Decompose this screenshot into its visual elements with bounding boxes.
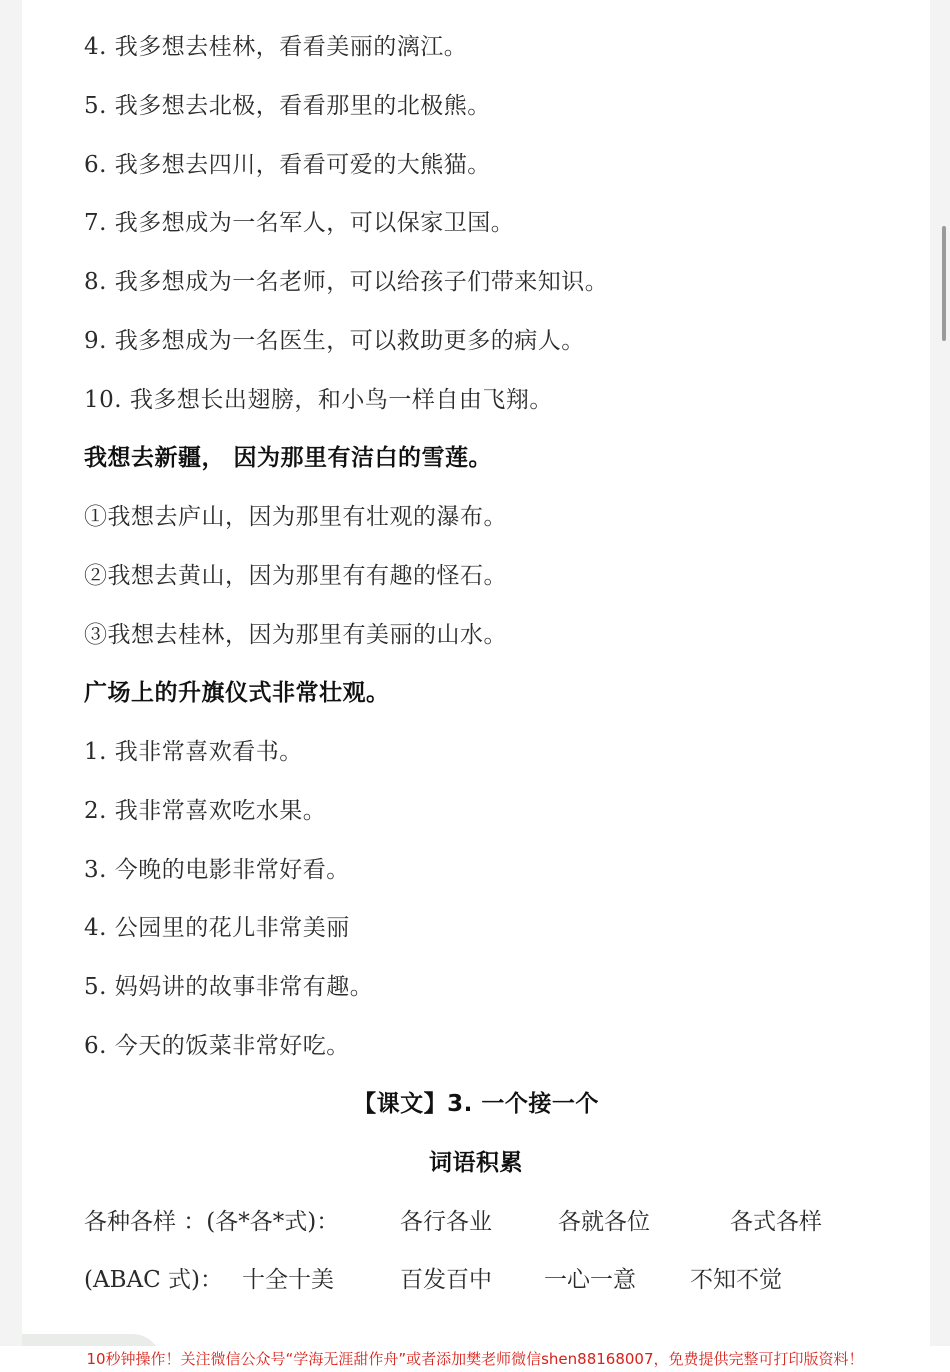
document-page (22, 0, 930, 1372)
footer-banner: 10秒钟操作！关注微信公众号“学海无涯甜作舟”或者添加樊老师微信shen88168007，免费提供完整可打印版资料！ (0, 1346, 950, 1372)
sentence-line: 6. 今天的饭菜非常好吃。 (84, 1033, 350, 1059)
sentence-line: 10. 我多想长出翅膀，和小鸟一样自由飞翔。 (84, 387, 553, 413)
vocab-word: 各就各位 (558, 1209, 650, 1235)
sentence-line: 3. 今晚的电影非常好看。 (84, 857, 350, 883)
sentence-line: 7. 我多想成为一名军人，可以保家卫国。 (84, 210, 515, 236)
heading-flag: 广场上的升旗仪式非常壮观。 (84, 680, 390, 706)
lesson-title: 【课文】3. 一个接一个 (353, 1091, 599, 1117)
sentence-line: 4. 公园里的花儿非常美丽 (84, 915, 350, 941)
vocab-label: (ABAC 式)： (84, 1267, 223, 1293)
vocab-word: 一心一意 (544, 1267, 636, 1293)
section-title: 词语积累 (429, 1150, 523, 1176)
heading-xinjiang: 我想去新疆， 因为那里有洁白的雪莲。 (84, 445, 493, 471)
vocab-word: 百发百中 (400, 1267, 492, 1293)
vocab-word: 十全十美 (242, 1267, 334, 1293)
sentence-line: 4. 我多想去桂林，看看美丽的漓江。 (84, 34, 468, 60)
circled-sentence: ②我想去黄山，因为那里有有趣的怪石。 (84, 563, 507, 589)
sentence-line: 6. 我多想去四川，看看可爱的大熊猫。 (84, 152, 491, 178)
circled-sentence: ③我想去桂林，因为那里有美丽的山水。 (84, 622, 507, 648)
sentence-line: 5. 我多想去北极，看看那里的北极熊。 (84, 93, 491, 119)
vocab-row-1 (84, 1207, 884, 1237)
sentence-line: 5. 妈妈讲的故事非常有趣。 (84, 974, 374, 1000)
sentence-line: 8. 我多想成为一名老师，可以给孩子们带来知识。 (84, 269, 609, 295)
scrollbar[interactable] (942, 226, 946, 341)
vocab-row-2 (84, 1265, 884, 1295)
sentence-line: 1. 我非常喜欢看书。 (84, 739, 303, 765)
circled-sentence: ①我想去庐山，因为那里有壮观的瀑布。 (84, 504, 507, 530)
vocab-label: 各种各样 ：(各*各*式)： (84, 1209, 340, 1235)
vocab-word: 各行各业 (400, 1209, 492, 1235)
vocab-word: 各式各样 (730, 1209, 822, 1235)
vocab-word: 不知不觉 (690, 1267, 782, 1293)
sentence-line: 2. 我非常喜欢吃水果。 (84, 798, 327, 824)
sentence-line: 9. 我多想成为一名医生，可以救助更多的病人。 (84, 328, 585, 354)
